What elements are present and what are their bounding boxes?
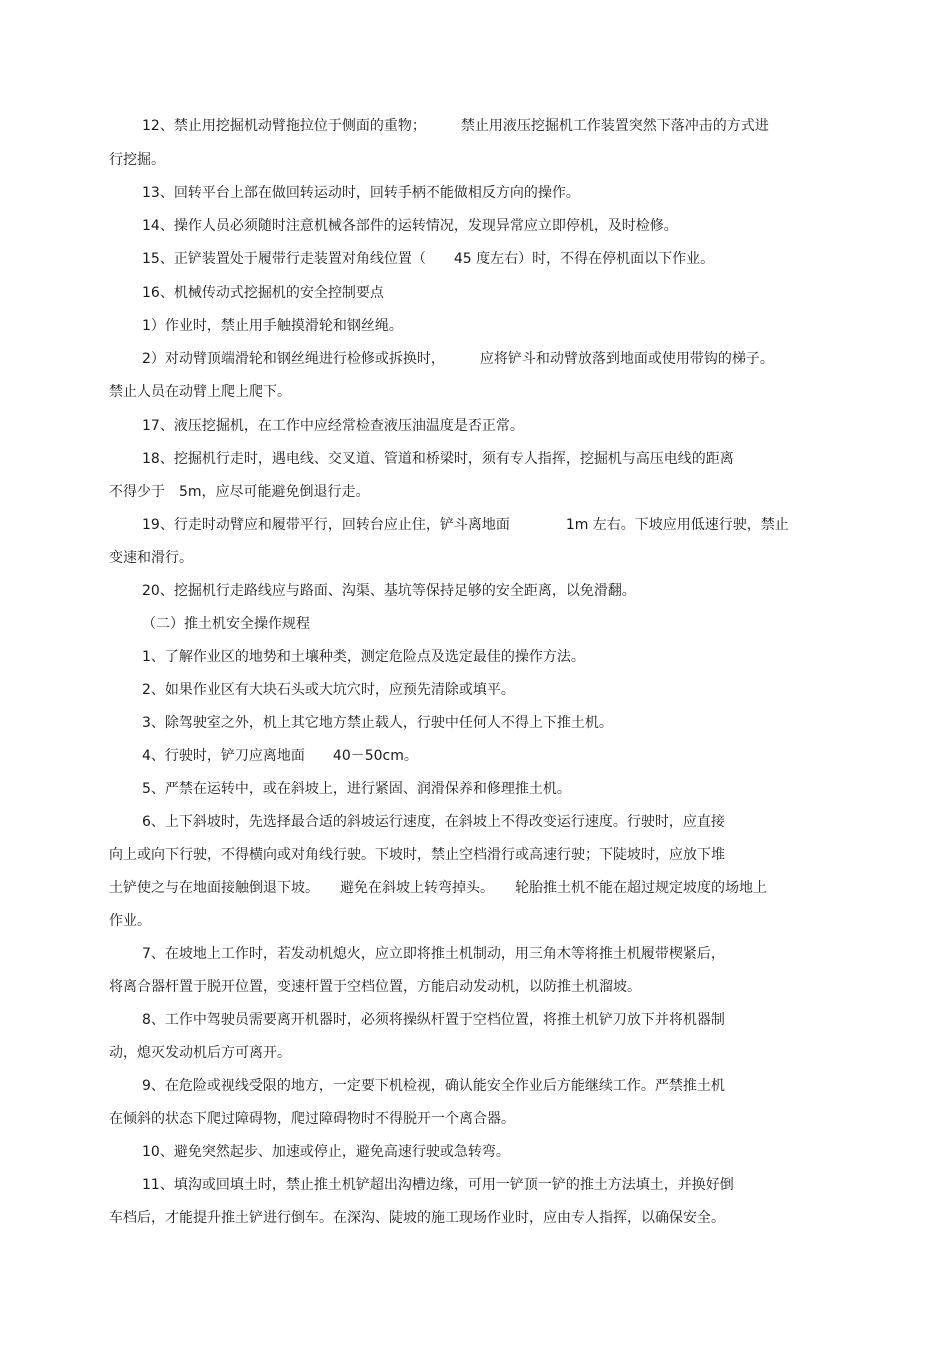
text-line: 2、如果作业区有大块石头或大坑穴时，应预先清除或填平。 [142, 682, 515, 698]
text-line: 20、挖掘机行走路线应与路面、沟渠、基坑等保持足够的安全距离，以免滑翻。 [142, 583, 636, 599]
text-line: 9、在危险或视线受限的地方，一定要下机检视，确认能安全作业后方能继续工作。严禁推土机 [142, 1078, 725, 1094]
text-line: 4、行驶时，铲刀应离地面 40－50cm。 [142, 748, 418, 764]
text-line: 车档后，才能提升推土铲进行倒车。在深沟、陡坡的施工现场作业时，应由专人指挥，以确保安全。 [109, 1210, 725, 1226]
text-line: 10、避免突然起步、加速或停止，避免高速行驶或急转弯。 [142, 1144, 510, 1160]
text-line: 在倾斜的状态下爬过障碍物，爬过障碍物时不得脱开一个离合器。 [109, 1111, 515, 1127]
text-line: 12、禁止用挖掘机动臂拖拉位于侧面的重物； 禁止用液压挖掘机工作装置突然下落冲击的方式进 [142, 118, 769, 134]
text-line: 18、挖掘机行走时，遇电线、交叉道、管道和桥梁时，须有专人指挥，挖掘机与高压电线的距离 [142, 451, 734, 467]
text-line: 行挖掘。 [109, 152, 165, 168]
section-heading: （二）推土机安全操作规程 [142, 616, 310, 632]
text-line: 11、填沟或回填土时，禁止推土机铲超出沟槽边缘，可用一铲顶一铲的推土方法填土，并换好倒 [142, 1177, 734, 1193]
text-line: 1、了解作业区的地势和土壤种类，测定危险点及选定最佳的操作方法。 [142, 649, 585, 665]
text-line: 土铲使之与在地面接触倒退下坡。 避免在斜坡上转弯掉头。 轮胎推土机不能在超过规定坡度的场地上 [109, 880, 767, 896]
text-line: 7、在坡地上工作时，若发动机熄火，应立即将推土机制动，用三角木等将推土机履带楔紧后， [142, 946, 725, 962]
text-line: 作业。 [109, 913, 151, 929]
text-line: 不得少于 5m，应尽可能避免倒退行走。 [109, 484, 370, 500]
text-line: 禁止人员在动臂上爬上爬下。 [109, 384, 291, 400]
text-line: 16、机械传动式挖掘机的安全控制要点 [142, 285, 384, 301]
text-line: 1）作业时，禁止用手触摸滑轮和钢丝绳。 [142, 318, 403, 334]
text-line: 向上或向下行驶，不得横向或对角线行驶。下坡时，禁止空档滑行或高速行驶；下陡坡时，应放下堆 [109, 847, 725, 863]
text-line: 13、回转平台上部在做回转运动时，回转手柄不能做相反方向的操作。 [142, 185, 580, 201]
text-line: 19、行走时动臂应和履带平行，回转台应止住，铲斗离地面 1m 左右。下坡应用低速行驶，禁止 [142, 517, 789, 533]
text-line: 5、严禁在运转中，或在斜坡上，进行紧固、润滑保养和修理推土机。 [142, 781, 571, 797]
text-line: 14、操作人员必须随时注意机械各部件的运转情况，发现异常应立即停机，及时检修。 [142, 218, 678, 234]
text-line: 将离合器杆置于脱开位置，变速杆置于空档位置，方能启动发动机，以防推土机溜坡。 [109, 979, 641, 995]
text-line: 15、正铲装置处于履带行走装置对角线位置（ 45 度左右）时，不得在停机面以下作业。 [142, 251, 715, 267]
text-line: 3、除驾驶室之外，机上其它地方禁止载人，行驶中任何人不得上下推土机。 [142, 715, 613, 731]
text-line: 2）对动臂顶端滑轮和钢丝绳进行检修或拆换时， 应将铲斗和动臂放落到地面或使用带钩的梯子。 [142, 351, 774, 367]
text-line: 8、工作中驾驶员需要离开机器时，必须将操纵杆置于空档位置，将推土机铲刀放下并将机器制 [142, 1012, 725, 1028]
text-line: 17、液压挖掘机，在工作中应经常检查液压油温度是否正常。 [142, 418, 524, 434]
text-line: 动，熄灭发动机后方可离开。 [109, 1045, 291, 1061]
text-line: 变速和滑行。 [109, 550, 193, 566]
text-line: 6、上下斜坡时，先选择最合适的斜坡运行速度，在斜坡上不得改变运行速度。行驶时，应直接 [142, 814, 725, 830]
